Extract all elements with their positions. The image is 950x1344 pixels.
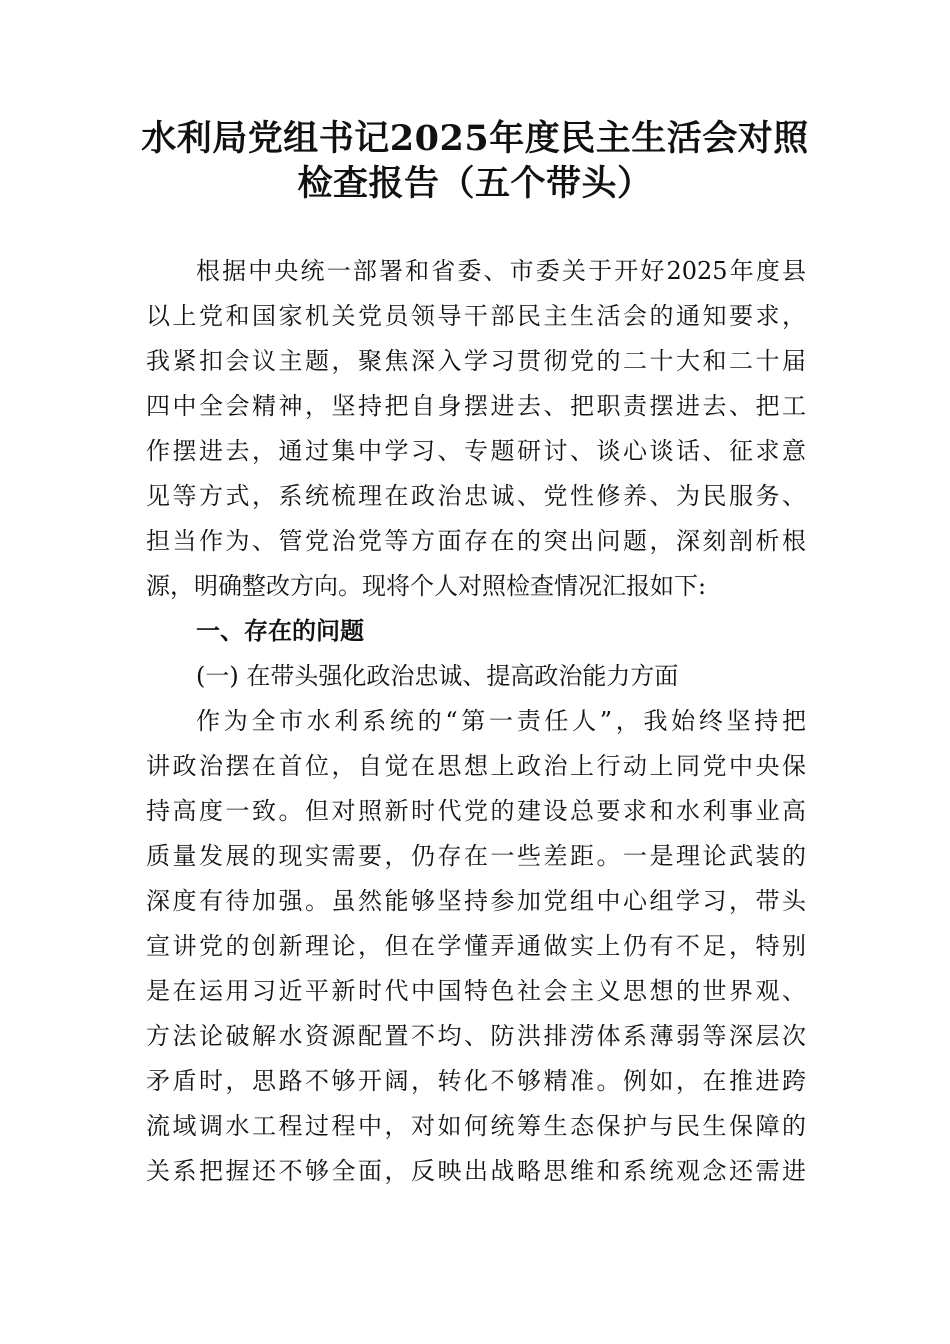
intro-line-5: 作摆进去，通过集中学习、专题研讨、谈心谈话、征求意 <box>146 437 806 465</box>
document-title-line-1: 水利局党组书记2025年度民主生活会对照 <box>141 118 809 159</box>
intro-line-1: 根据中央统一部署和省委、市委关于开好2025年度县 <box>196 257 806 285</box>
body-line-9: 矛盾时，思路不够开阔，转化不够精准。例如，在推进跨 <box>146 1067 806 1095</box>
body-line-6: 宣讲党的创新理论，但在学懂弄通做实上仍有不足，特别 <box>146 932 806 960</box>
document-title-line-2: 检查报告（五个带头） <box>297 163 653 204</box>
body-line-7: 是在运用习近平新时代中国特色社会主义思想的世界观、 <box>146 977 806 1005</box>
body-line-2: 讲政治摆在首位，自觉在思想上政治上行动上同党中央保 <box>146 752 806 780</box>
body-line-4: 质量发展的现实需要，仍存在一些差距。一是理论武装的 <box>146 842 806 870</box>
intro-line-8: 源，明确整改方向。现将个人对照检查情况汇报如下: <box>146 572 707 600</box>
body-line-3: 持高度一致。但对照新时代党的建设总要求和水利事业高 <box>146 797 806 825</box>
intro-line-6: 见等方式，系统梳理在政治忠诚、党性修养、为民服务、 <box>146 482 806 510</box>
section-heading-problems: 一、存在的问题 <box>196 617 364 645</box>
body-line-11: 关系把握还不够全面，反映出战略思维和系统观念还需进 <box>146 1157 806 1185</box>
body-line-5: 深度有待加强。虽然能够坚持参加党组中心组学习，带头 <box>146 887 806 915</box>
intro-line-7: 担当作为、管党治党等方面存在的突出问题，深刻剖析根 <box>146 527 806 555</box>
intro-line-2: 以上党和国家机关党员领导干部民主生活会的通知要求， <box>146 302 806 330</box>
body-line-10: 流域调水工程过程中，对如何统筹生态保护与民生保障的 <box>146 1112 806 1140</box>
intro-line-3: 我紧扣会议主题，聚焦深入学习贯彻党的二十大和二十届 <box>146 347 806 375</box>
body-line-8: 方法论破解水资源配置不均、防洪排涝体系薄弱等深层次 <box>146 1022 806 1050</box>
body-line-1: 作为全市水利系统的“第一责任人”，我始终坚持把 <box>196 707 806 735</box>
subsection-heading-political-loyalty: (一) 在带头强化政治忠诚、提高政治能力方面 <box>196 662 679 690</box>
intro-line-4: 四中全会精神，坚持把自身摆进去、把职责摆进去、把工 <box>146 392 806 420</box>
